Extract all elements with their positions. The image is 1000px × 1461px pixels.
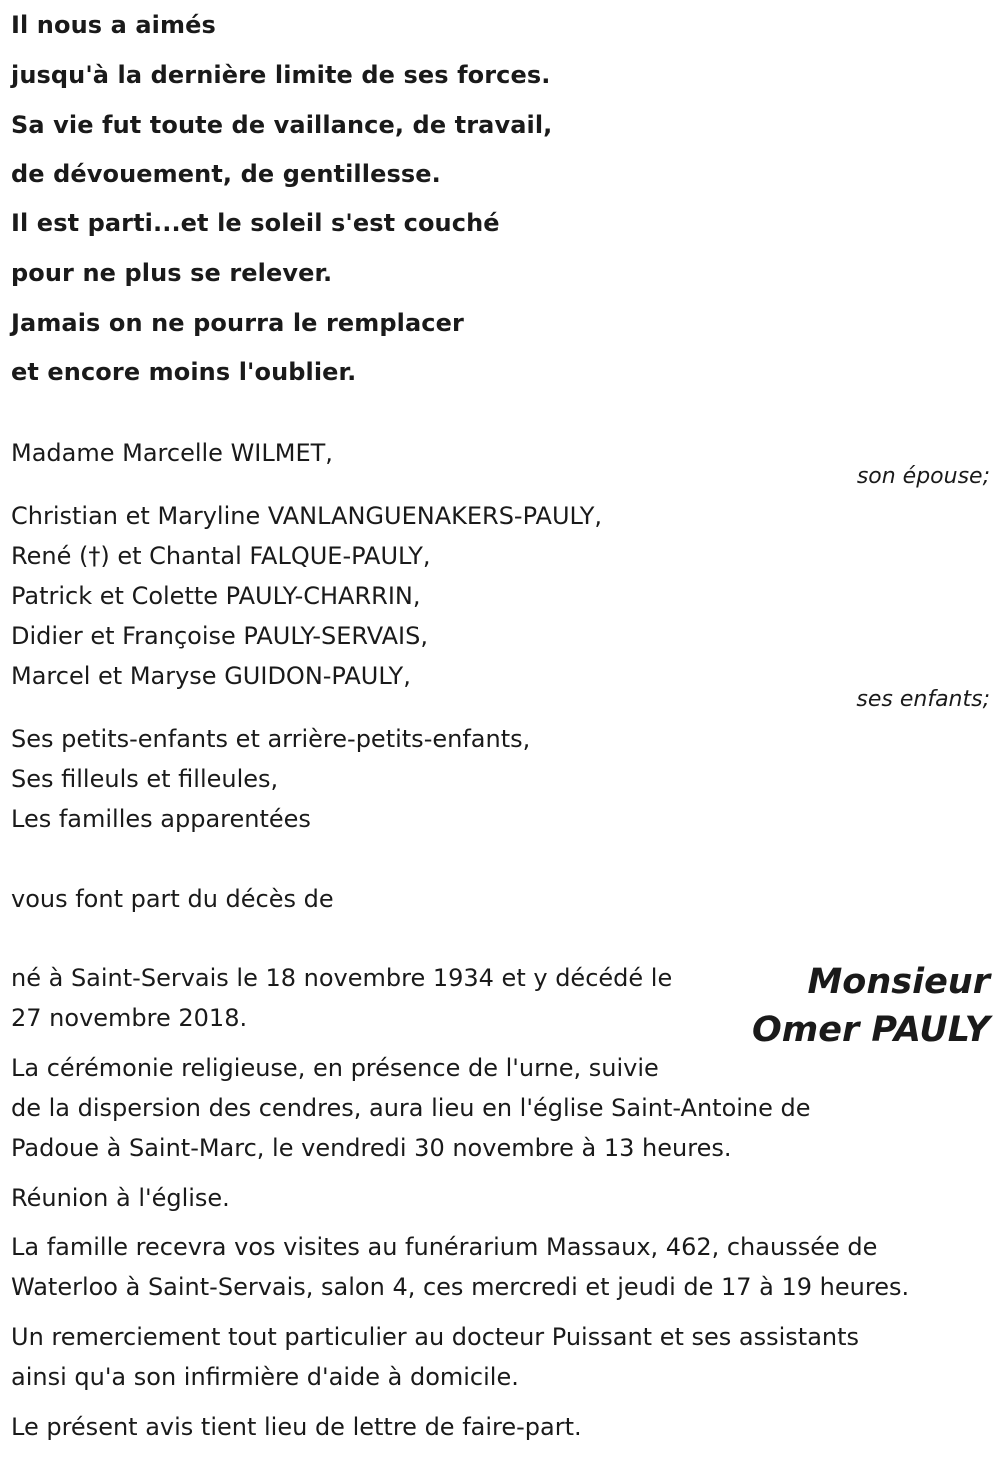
child-5: Marcel et Maryse GUIDON-PAULY, (11, 662, 411, 690)
ceremony-line-3: Padoue à Saint-Marc, le vendredi 30 novembre à 13 heures. (11, 1134, 732, 1162)
child-1: Christian et Maryline VANLANGUENAKERS-PAULY, (11, 502, 602, 530)
child-4: Didier et Françoise PAULY-SERVAIS, (11, 622, 428, 650)
child-3: Patrick et Colette PAULY-CHARRIN, (11, 582, 421, 610)
announcement: vous font part du décès de (11, 885, 334, 913)
thanks-line-1: Un remerciement tout particulier au docteur Puissant et ses assistants (11, 1323, 860, 1351)
visits-line-2: Waterloo à Saint-Servais, salon 4, ces mercredi et jeudi de 17 à 19 heures. (11, 1273, 910, 1301)
deceased-name: Omer PAULY (752, 1010, 990, 1050)
birth-death-line-1: né à Saint-Servais le 18 novembre 1934 et y décédé le (11, 964, 673, 992)
thanks-line-2: ainsi qu'a son infirmière d'aide à domicile. (11, 1363, 519, 1391)
birth-death-line-2: 27 novembre 2018. (11, 1004, 248, 1032)
children-role: ses enfants; (856, 687, 990, 712)
poem-line-4: de dévouement, de gentillesse. (11, 160, 441, 188)
poem-line-1: Il nous a aimés (11, 11, 216, 39)
others-line-3: Les familles apparentées (11, 805, 311, 833)
others-line-1: Ses petits-enfants et arrière-petits-enfants, (11, 725, 531, 753)
notice-line: Le présent avis tient lieu de lettre de faire-part. (11, 1413, 582, 1441)
poem-line-7: Jamais on ne pourra le remplacer (11, 309, 464, 337)
others-line-2: Ses filleuls et filleules, (11, 765, 279, 793)
poem-line-2: jusqu'à la dernière limite de ses forces. (11, 61, 551, 89)
child-2: René (†) et Chantal FALQUE-PAULY, (11, 542, 431, 570)
ceremony-line-2: de la dispersion des cendres, aura lieu en l'église Saint-Antoine de (11, 1094, 811, 1122)
meeting-note: Réunion à l'église. (11, 1184, 230, 1212)
deceased-name-block (752, 958, 990, 1054)
spouse-name: Madame Marcelle WILMET, (11, 439, 333, 467)
spouse-role: son épouse; (856, 464, 990, 489)
ceremony-line-1: La cérémonie religieuse, en présence de l'urne, suivie (11, 1054, 659, 1082)
poem-line-6: pour ne plus se relever. (11, 259, 333, 287)
deceased-title: Monsieur (807, 962, 990, 1002)
visits-line-1: La famille recevra vos visites au funérarium Massaux, 462, chaussée de (11, 1233, 878, 1261)
poem-line-8: et encore moins l'oublier. (11, 358, 357, 386)
poem-line-3: Sa vie fut toute de vaillance, de travail, (11, 111, 553, 139)
poem-line-5: Il est parti...et le soleil s'est couché (11, 209, 500, 237)
